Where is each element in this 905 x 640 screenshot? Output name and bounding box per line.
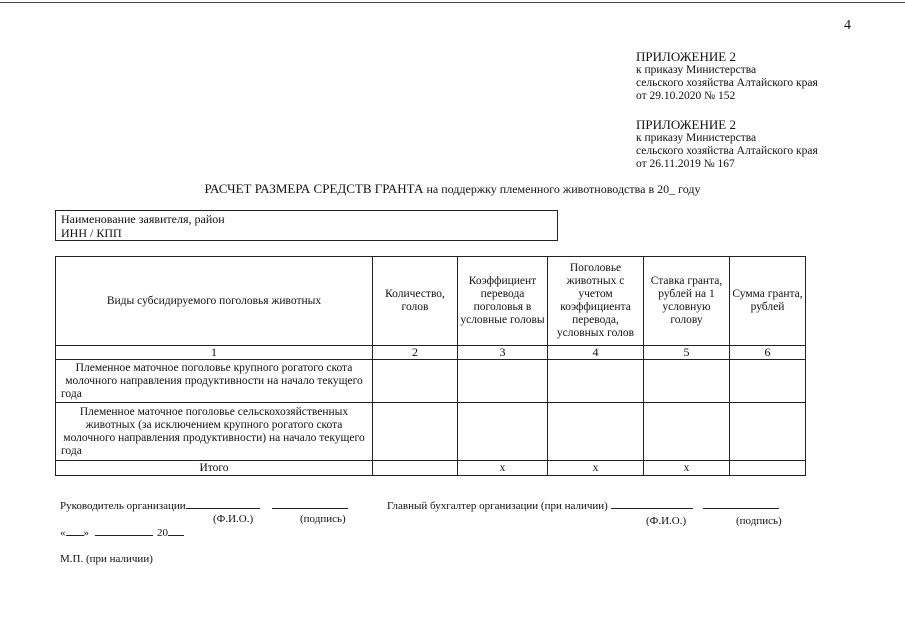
header-cell: Ставка гранта, рублей на 1 условную голову: [644, 257, 730, 346]
cell-conditional-heads: x: [548, 461, 644, 476]
header-cell: Количество, голов: [373, 257, 458, 346]
applicant-box: [55, 210, 558, 241]
appendix-block-2019: [636, 118, 818, 171]
table-row: [56, 360, 806, 403]
cell-rate: x: [644, 461, 730, 476]
appendix-block-2020: [636, 50, 818, 103]
date-year-prefix: 20: [157, 527, 168, 539]
top-border-line: [0, 2, 905, 3]
cell-amount: [730, 403, 806, 461]
cell-coefficient: [458, 403, 548, 461]
appendix-line: от 26.11.2019 № 167: [636, 158, 735, 170]
cell-rate: [644, 360, 730, 403]
document-title: [0, 181, 905, 197]
title-caps: РАСЧЕТ РАЗМЕРА СРЕДСТВ ГРАНТА: [204, 181, 424, 196]
column-number: 6: [730, 346, 806, 360]
accountant-fio-caption: (Ф.И.О.): [646, 515, 687, 527]
row-label: Племенное маточное поголовье сельскохозяйственных животных (за исключением крупного рогатого скота молочного направления продуктивности) на начало текущего года: [56, 403, 373, 461]
appendix-line: сельского хозяйства Алтайского края: [636, 145, 818, 157]
cell-conditional-heads: [548, 360, 644, 403]
table-row: [56, 403, 806, 461]
cell-coefficient: x: [458, 461, 548, 476]
cell-quantity: [373, 461, 458, 476]
grant-calculation-table: [55, 256, 806, 476]
appendix-heading: ПРИЛОЖЕНИЕ 2: [636, 117, 736, 132]
header-cell: Сумма гранта, рублей: [730, 257, 806, 346]
cell-quantity: [373, 403, 458, 461]
head-signature-line: [60, 500, 348, 512]
cell-conditional-heads: [548, 403, 644, 461]
cell-quantity: [373, 360, 458, 403]
date-day-blank: [66, 535, 84, 536]
header-cell: Поголовье животных с учетом коэффициента перевода, условных голов: [548, 257, 644, 346]
accountant-label: Главный бухгалтер организации (при наличии): [387, 500, 608, 512]
date-line: [60, 527, 184, 539]
total-label: Итого: [56, 461, 373, 476]
row-label: Племенное маточное поголовье крупного рогатого скота молочного направления продуктивности на начало текущего года: [56, 360, 373, 403]
appendix-heading: ПРИЛОЖЕНИЕ 2: [636, 49, 736, 64]
head-label: Руководитель организации: [60, 500, 186, 512]
head-fio-caption: (Ф.И.О.): [213, 513, 254, 525]
cell-amount: [730, 461, 806, 476]
cell-amount: [730, 360, 806, 403]
accountant-sign-caption: (подпись): [736, 515, 782, 527]
column-number: 3: [458, 346, 548, 360]
cell-rate: [644, 403, 730, 461]
cell-coefficient: [458, 360, 548, 403]
column-number: 4: [548, 346, 644, 360]
table-header-row: [56, 257, 806, 346]
date-year-blank: [168, 535, 184, 536]
applicant-name-label: Наименование заявителя, район: [61, 212, 225, 226]
date-close-quote: »: [83, 527, 89, 539]
head-sign-blank: [272, 508, 348, 509]
appendix-line: к приказу Министерства: [636, 64, 757, 76]
column-number: 1: [56, 346, 373, 360]
inn-kpp-label: ИНН / КПП: [61, 226, 122, 240]
head-sign-caption: (подпись): [300, 513, 346, 525]
appendix-line: к приказу Министерства: [636, 132, 757, 144]
accountant-signature-line: [387, 500, 779, 512]
title-rest: на поддержку племенного животноводства в 20_ году: [426, 182, 701, 196]
header-cell: Коэффициент перевода поголовья в условные головы: [458, 257, 548, 346]
date-open-quote: «: [60, 527, 66, 539]
accountant-fio-blank: [611, 508, 693, 509]
column-number: 5: [644, 346, 730, 360]
column-number: 2: [373, 346, 458, 360]
appendix-line: от 29.10.2020 № 152: [636, 90, 736, 102]
date-month-blank: [95, 535, 153, 536]
column-number-row: [56, 346, 806, 360]
total-row: [56, 461, 806, 476]
page-number: 4: [844, 18, 851, 33]
accountant-sign-blank: [703, 508, 779, 509]
head-fio-blank: [186, 508, 260, 509]
appendix-line: сельского хозяйства Алтайского края: [636, 77, 818, 89]
header-cell: Виды субсидируемого поголовья животных: [56, 257, 373, 346]
stamp-note: М.П. (при наличии): [60, 553, 153, 565]
